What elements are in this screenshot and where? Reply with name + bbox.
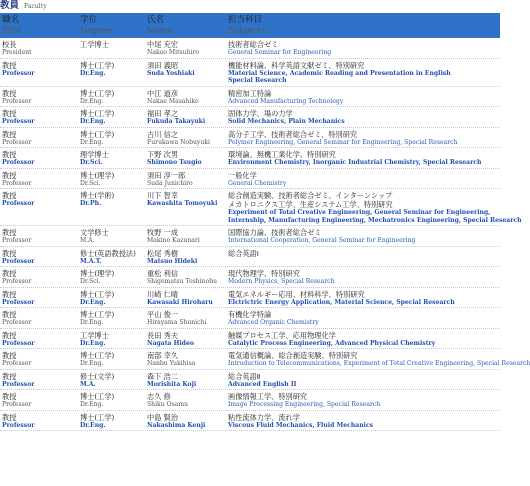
faculty-subjects [226,390,500,410]
faculty-subjects [226,87,500,107]
name-ja: 平山 俊一 [147,310,179,319]
name-en: Morishita Koji [147,380,197,388]
title-ja: 教授 [2,351,17,360]
degree-ja: 工学博士 [80,40,109,49]
degree-en: Dr.Eng. [80,421,106,429]
degree-en: Dr.Sci. [80,179,101,187]
title-en: Professor [2,97,32,105]
title-en: Professor [2,200,35,207]
table-row [0,349,530,370]
degree-ja: 博士(工学) [80,129,115,139]
degree-en: Dr.Ph. [80,200,102,207]
faculty-name [145,411,226,431]
faculty-name [145,288,226,308]
title-ja: 教授 [2,371,17,381]
degree-ja: 博士(工学) [80,60,115,70]
subjects-ja: 高分子工学、技術者総合ゼミ、特別研究 [228,129,358,139]
subjects-ja: 粘性流体力学、流れ学 [228,412,300,422]
faculty-subjects [226,189,522,225]
name-ja: 須田 義昭 [147,60,179,70]
subjects-ja: 機能材料論、科学英語文献ゼミ、特別研究 [228,60,365,70]
table-row [0,247,500,268]
title-en: Professor [2,69,35,77]
subjects-ja: 総合創造実験、技術者総合ゼミ、インターンシップ [228,191,393,200]
faculty-degree [78,411,145,431]
table-row [0,308,500,329]
degree-en: Dr.Sci. [80,278,101,285]
subjects-ja: 総合英語Ⅰ [228,248,259,258]
name-en: Suda Yoshiaki [147,69,195,77]
name-ja: 志久 修 [147,392,171,401]
degree-en: M.A.T. [80,257,102,265]
subjects-en: Polymer Engineering, General Seminar for Engineering, Special Research [228,138,458,146]
subjects-en: Environment Chemistry, Inorganic Industrial Chemistry, Special Research [228,159,482,166]
title-en: Professor [2,257,35,265]
subjects-en: International Cooperation, General Seminar for Engineering [228,237,416,244]
header-name [145,13,226,38]
faculty-degree [78,189,145,225]
subjects-ja: 一般化学 [228,170,257,180]
faculty-title [0,411,78,431]
subjects-en: General Chemistry [228,179,287,187]
table-row [0,38,500,59]
faculty-subjects [226,411,500,431]
degree-en: Dr.Eng. [80,360,104,367]
faculty-title [0,169,78,189]
table-row [0,59,500,87]
degree-en: Dr.Sci. [80,159,103,166]
name-ja: 川崎 仁晴 [147,289,179,299]
title-ja: 教授 [2,150,17,159]
table-body [0,38,530,431]
degree-en: Dr.Eng. [80,339,106,347]
subjects-en: Material Science, Academic Reading and Presentation in English [228,69,451,77]
header-title-ja: 職名 [2,14,20,25]
faculty-subjects [226,329,500,349]
faculty-name [145,329,226,349]
faculty-name [145,308,226,328]
faculty-subjects [226,226,500,246]
faculty-table [0,13,530,431]
title-ja: 教授 [2,170,17,180]
faculty-degree [78,329,145,349]
table-row [0,390,500,411]
name-ja: 松尾 秀樹 [147,248,179,258]
name-en: Makino Kazunari [147,237,200,244]
degree-ja: 博士(学術) [80,191,115,200]
faculty-title [0,148,78,168]
degree-en: Dr.Eng. [80,319,104,326]
name-ja: 下野 次男 [147,150,179,159]
header-subjects [226,13,500,38]
degree-en: M.A. [80,237,95,244]
faculty-name [145,349,226,369]
table-row [0,267,500,288]
degree-ja: 博士(工学) [80,289,115,299]
name-ja: 南部 幸久 [147,351,179,360]
faculty-title [0,349,78,369]
title-en: Professor [2,339,35,347]
subjects-en: Modern Physics, Special Research [228,278,335,285]
degree-ja: 博士(工学) [80,392,115,401]
name-en: Shiku Osamu [147,401,189,408]
faculty-degree [78,128,145,148]
name-en: Shigematsu Toshinobu [147,278,218,285]
degree-ja: 博士(工学) [80,351,115,360]
faculty-name [145,390,226,410]
degree-en: Dr.Eng. [80,401,104,408]
header-title [0,13,78,38]
subjects-en: General Seminar for Engineering [228,49,332,56]
degree-ja: 博士(工学) [80,109,115,118]
section-title-ja: 教員 [0,0,20,11]
subjects-en: Viscous Fluid Mechanics, Fluid Mechanics [228,421,374,429]
table-row [0,148,500,169]
title-en: Professor [2,298,35,306]
faculty-subjects [226,148,500,168]
subjects-en: Solid Mechanics, Plain Mechanics [228,118,345,125]
subjects-ja: 環境論、無機工業化学、特別研究 [228,150,336,159]
title-en: Professor [2,118,35,125]
subjects-ja: 技術者総合ゼミ [228,40,279,49]
subjects-en: Advanced English II [228,380,297,388]
title-en: Professor [2,380,35,388]
title-ja: 教授 [2,269,17,278]
title-ja: 教授 [2,191,17,200]
title-ja: 教授 [2,248,17,258]
title-ja: 教授 [2,88,17,98]
degree-ja: 修士(文学) [80,371,115,381]
header-subjects-en: Subjects [228,25,265,36]
section-heading [0,0,47,11]
subjects-en: Internship, Manufacturing Engineering, Mechatronics Engineering, Special Research [228,216,522,224]
title-ja: 教授 [2,228,17,237]
faculty-degree [78,390,145,410]
faculty-subjects [226,288,500,308]
faculty-title [0,329,78,349]
title-en: Professor [2,237,32,244]
title-ja: 教授 [2,109,17,118]
degree-ja: 博士(理学) [80,170,115,180]
degree-ja: 博士(工学) [80,412,115,422]
faculty-degree [78,247,145,267]
faculty-title [0,107,78,127]
faculty-degree [78,38,145,58]
subjects-ja: 総合英語Ⅱ [228,371,261,381]
name-ja: 森下 浩二 [147,371,179,381]
faculty-subjects [226,267,500,287]
subjects-en: Advanced Organic Chemistry [228,319,319,326]
subjects-ja: 電気エネルギー応用、材料科学、特別研究 [228,289,365,299]
name-en: Nanbu Yukihisa [147,360,196,367]
title-ja: 教授 [2,129,17,139]
table-row [0,189,522,226]
faculty-degree [78,370,145,390]
title-en: President [2,49,32,56]
table-row [0,107,500,128]
faculty-degree [78,148,145,168]
faculty-title [0,390,78,410]
faculty-name [145,189,226,225]
faculty-subjects [226,169,500,189]
header-degree-ja: 学位 [80,14,98,25]
degree-ja: 工学博士 [80,330,109,340]
subjects-ja: 有機化学特論 [228,310,272,319]
name-en: Nakao Mitsuhiro [147,49,200,56]
table-header [0,13,500,38]
subjects-en: Special Research [228,77,287,84]
faculty-degree [78,267,145,287]
table-row [0,128,500,149]
faculty-degree [78,169,145,189]
faculty-name [145,169,226,189]
degree-en: Dr.Eng. [80,138,104,146]
faculty-name [145,87,226,107]
faculty-degree [78,59,145,86]
faculty-degree [78,349,145,369]
header-title-en: Title [2,25,22,36]
faculty-name [145,247,226,267]
header-degree-en: Degree [80,25,112,36]
faculty-title [0,128,78,148]
title-ja: 教授 [2,60,17,70]
faculty-title [0,38,78,58]
title-en: Professor [2,401,32,408]
subjects-en: Experiment of Total Creative Engineering, General Seminar for Engineering, [228,209,491,216]
name-en: Shimono Tsugio [147,159,202,166]
header-subjects-ja: 担当科目 [228,14,263,25]
title-en: Professor [2,179,32,187]
title-ja: 校長 [2,40,17,49]
subjects-en: Advanced Manufacturing Technology [228,97,344,105]
degree-ja: 博士(工学) [80,310,115,319]
name-ja: 福田 孝之 [147,109,179,118]
name-en: Kawasaki Hiroharu [147,298,213,306]
faculty-subjects [226,59,500,86]
name-ja: 川下 智幸 [147,191,179,200]
faculty-subjects [226,308,500,328]
table-row [0,169,500,190]
degree-ja: 博士(工学) [80,88,115,98]
name-en: Suda Junichiro [147,179,193,187]
name-en: Nagata Hideo [147,339,194,347]
name-en: Kawashita Tomoyuki [147,200,218,207]
degree-en: Dr.Eng. [80,298,106,306]
faculty-subjects [226,349,530,369]
title-en: Professor [2,421,35,429]
faculty-title [0,247,78,267]
faculty-degree [78,308,145,328]
subjects-ja: 現代物理学、特別研究 [228,269,300,278]
name-ja: 古川 信之 [147,129,179,139]
faculty-name [145,267,226,287]
faculty-subjects [226,107,500,127]
section-title-en: Faculty [24,3,47,10]
name-en: Furukawa Nobuyuki [147,138,210,146]
faculty-title [0,288,78,308]
faculty-degree [78,288,145,308]
subjects-ja: 画像情報工学、特別研究 [228,392,308,401]
subjects-en: Elctrictric Energy Application, Material Science, Special Research [228,298,455,306]
degree-en: Dr.Eng. [80,118,106,125]
faculty-title [0,370,78,390]
name-ja: 中尾 充宏 [147,40,179,49]
faculty-subjects [226,247,500,267]
degree-ja: 修士(英語教授法) [80,248,136,258]
name-en: Nakae Masahiko [147,97,199,105]
title-ja: 教授 [2,289,17,299]
title-ja: 教授 [2,330,17,340]
subjects-en: Catalytic Process Engineering, Advanced Physical Chemistry [228,339,436,347]
name-en: Fukuda Takayuki [147,118,206,125]
table-row [0,411,500,432]
degree-en: Dr.Eng. [80,69,106,77]
title-en: Professor [2,278,32,285]
name-en: Nakashima Kenji [147,421,206,429]
degree-ja: 理学博士 [80,150,109,159]
header-name-ja: 氏名 [147,14,165,25]
faculty-title [0,226,78,246]
faculty-degree [78,107,145,127]
subjects-en: Image Processing Engineering, Special Research [228,401,381,408]
header-degree [78,13,145,38]
name-ja: 中江 道彦 [147,88,179,98]
title-ja: 教授 [2,392,17,401]
table-row [0,329,500,350]
subjects-en: Introduction to Telecommunications, Experiment of Total Creative Engineering, Special Research [228,360,530,367]
name-ja: 長田 秀夫 [147,330,179,340]
table-row [0,87,500,108]
table-row [0,370,500,391]
subjects-ja: メカトロニクス工学、生産システム工学、特別研究 [228,200,393,209]
name-en: Hirayama Shunichi [147,319,207,326]
table-row [0,226,500,247]
faculty-subjects [226,38,500,58]
faculty-title [0,189,78,225]
name-ja: 重松 利信 [147,269,179,278]
table-row [0,288,500,309]
faculty-degree [78,226,145,246]
faculty-title [0,87,78,107]
faculty-name [145,226,226,246]
faculty-name [145,38,226,58]
name-en: Matsuo Hideki [147,257,198,265]
title-en: Professor [2,360,32,367]
degree-ja: 博士(理学) [80,269,115,278]
faculty-title [0,59,78,86]
faculty-subjects [226,128,500,148]
degree-ja: 文学修士 [80,228,109,237]
subjects-ja: 国際協力論、技術者総合ゼミ [228,228,322,237]
degree-en: Dr.Eng. [80,97,104,105]
faculty-name [145,107,226,127]
subjects-ja: 固体力学、場の力学 [228,109,293,118]
faculty-name [145,59,226,86]
faculty-degree [78,87,145,107]
faculty-name [145,148,226,168]
subjects-ja: 触媒プロセス工学、応用物理化学 [228,330,336,340]
degree-en: M.A. [80,380,96,388]
title-en: Professor [2,159,35,166]
title-en: Professor [2,138,32,146]
title-ja: 教授 [2,412,17,422]
name-ja: 中島 賢治 [147,412,179,422]
title-ja: 教授 [2,310,17,319]
faculty-title [0,267,78,287]
faculty-title [0,308,78,328]
header-name-en: Name [147,25,173,36]
subjects-ja: 電気通信概論、総合創造実験、特別研究 [228,351,358,360]
faculty-subjects [226,370,500,390]
name-ja: 牧野 一成 [147,228,179,237]
title-en: Professor [2,319,32,326]
faculty-name [145,370,226,390]
name-ja: 須田 淳一郎 [147,170,186,180]
subjects-ja: 精密加工特論 [228,88,272,98]
faculty-name [145,128,226,148]
